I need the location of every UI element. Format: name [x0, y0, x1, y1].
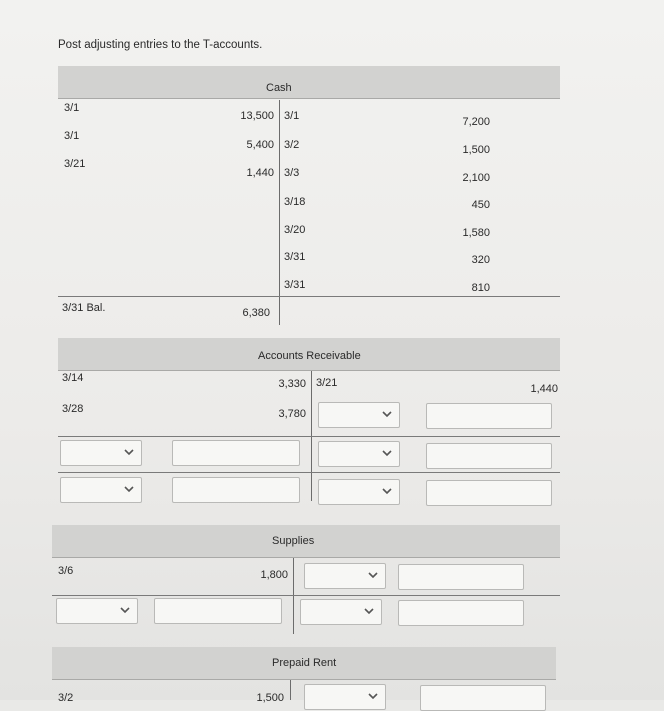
supplies-title: Supplies [272, 535, 315, 547]
ar-credit-date: 3/21 [316, 377, 338, 389]
cash-credit-date: 3/3 [284, 167, 300, 179]
chevron-down-icon [124, 484, 134, 494]
chevron-down-icon [382, 486, 392, 496]
chevron-down-icon [124, 447, 134, 457]
cash-header-band [58, 66, 560, 99]
supplies-debit-date: 3/6 [58, 565, 74, 577]
cash-debit-amount: 13,500 [240, 110, 274, 122]
cash-credit-amount: 810 [471, 282, 490, 294]
ar-credit-date-select[interactable] [318, 402, 400, 428]
ar-debit-date: 3/28 [62, 403, 84, 415]
cash-balance-rule [58, 296, 560, 297]
cash-credit-date: 3/1 [284, 110, 300, 122]
ar-debit-amount: 3,330 [278, 378, 306, 390]
chevron-down-icon [364, 606, 374, 616]
cash-credit-amount: 7,200 [462, 116, 490, 128]
cash-credit-amount: 450 [471, 199, 490, 211]
cash-credit-date: 3/31 [284, 251, 306, 263]
supplies-credit-date-select[interactable] [304, 563, 386, 589]
ar-debit-date-select[interactable] [60, 440, 142, 466]
prepaid-rent-debit-amount: 1,500 [256, 692, 284, 704]
prepaid-rent-credit-amount-input[interactable] [420, 685, 546, 711]
ar-debit-amount-input[interactable] [172, 440, 300, 466]
chevron-down-icon [368, 570, 378, 580]
supplies-credit-amount-input[interactable] [398, 564, 524, 590]
ar-debit-amount: 3,780 [278, 408, 306, 420]
supplies-t-divider [293, 558, 294, 634]
cash-credit-date: 3/31 [284, 279, 306, 291]
prepaid-rent-t-divider [290, 680, 291, 700]
ar-title: Accounts Receivable [258, 350, 361, 362]
supplies-row-rule [52, 595, 560, 596]
ar-credit-date-select[interactable] [318, 441, 400, 467]
chevron-down-icon [382, 448, 392, 458]
ar-row-rule [58, 436, 560, 437]
ar-row-rule [58, 472, 560, 473]
prepaid-rent-credit-date-select[interactable] [304, 684, 386, 710]
ar-credit-amount-input[interactable] [426, 480, 552, 506]
cash-debit-date: 3/1 [64, 130, 80, 142]
ar-debit-date: 3/14 [62, 372, 84, 384]
cash-debit-amount: 1,440 [246, 167, 274, 179]
cash-credit-amount: 1,500 [462, 144, 490, 156]
prepaid-rent-title: Prepaid Rent [272, 657, 337, 669]
cash-credit-date: 3/2 [284, 139, 300, 151]
ar-credit-date-select[interactable] [318, 479, 400, 505]
instruction-text: Post adjusting entries to the T-accounts. [58, 39, 263, 51]
cash-balance-amount: 6,380 [242, 307, 270, 319]
cash-credit-date: 3/20 [284, 224, 306, 236]
cash-debit-date: 3/21 [64, 158, 86, 170]
supplies-debit-amount: 1,800 [260, 569, 288, 581]
cash-credit-amount: 2,100 [462, 172, 490, 184]
cash-t-divider [279, 100, 280, 325]
supplies-debit-date-select[interactable] [56, 598, 138, 624]
supplies-debit-amount-input[interactable] [154, 598, 282, 624]
cash-debit-amount: 5,400 [246, 139, 274, 151]
supplies-credit-amount-input[interactable] [398, 600, 524, 626]
cash-debit-date: 3/1 [64, 102, 80, 114]
ar-credit-amount: 1,440 [530, 383, 558, 395]
supplies-credit-date-select[interactable] [300, 599, 382, 625]
cash-credit-amount: 320 [471, 254, 490, 266]
cash-title: Cash [266, 82, 292, 94]
ar-debit-date-select[interactable] [60, 477, 142, 503]
chevron-down-icon [382, 409, 392, 419]
chevron-down-icon [120, 605, 130, 615]
cash-balance-label: 3/31 Bal. [62, 302, 106, 314]
cash-credit-amount: 1,580 [462, 227, 490, 239]
ar-debit-amount-input[interactable] [172, 477, 300, 503]
prepaid-rent-debit-date: 3/2 [58, 692, 74, 704]
ar-credit-amount-input[interactable] [426, 403, 552, 429]
ar-credit-amount-input[interactable] [426, 443, 552, 469]
cash-credit-date: 3/18 [284, 196, 306, 208]
